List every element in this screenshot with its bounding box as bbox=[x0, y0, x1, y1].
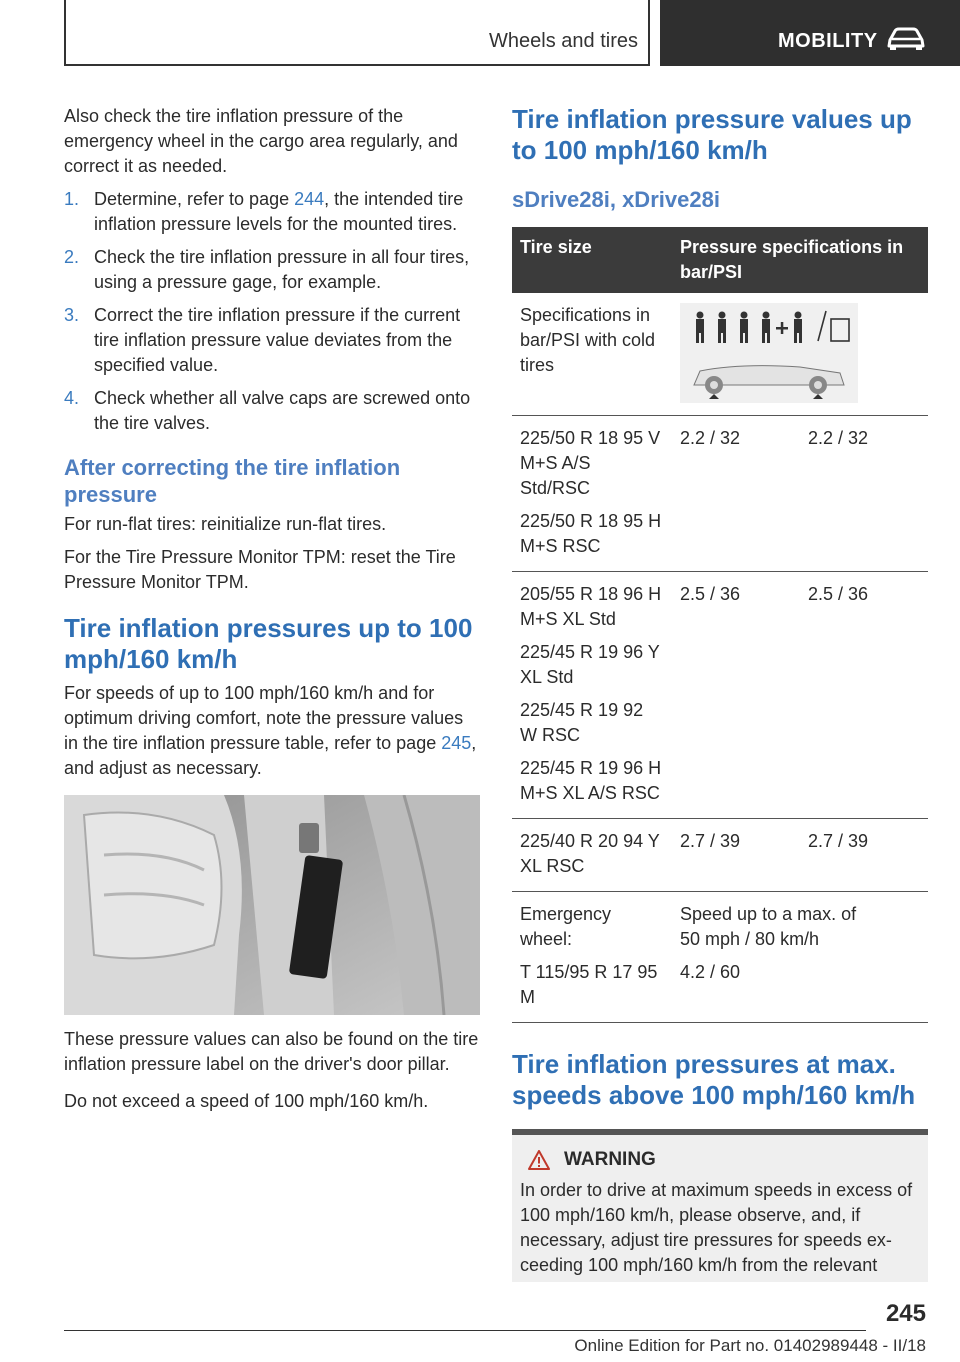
pressure-cell: 2.7 / 39 bbox=[800, 819, 928, 892]
emergency-pressure: 4.2 / 60 bbox=[680, 962, 741, 982]
pressure-cell: 2.2 / 32 bbox=[800, 416, 928, 572]
tire-size: T 115/95 R 17 95 M bbox=[520, 962, 658, 1007]
pressure-cell: 2.5 / 36 bbox=[672, 572, 800, 819]
warning-box bbox=[512, 1129, 928, 1282]
door-pillar-photo bbox=[64, 795, 480, 1015]
pressure-table bbox=[512, 227, 928, 1023]
run-flat-note: For run-flat tires: reinitialize run-flat tires. bbox=[64, 514, 387, 534]
page-link[interactable]: 245 bbox=[441, 733, 472, 753]
table-heading: Tire inflation pressure values up to 100 mph/160 km/h bbox=[512, 104, 912, 165]
tire-size-cell bbox=[512, 416, 672, 572]
tire-size-cell bbox=[512, 819, 672, 892]
pressure-cell: 2.5 / 36 bbox=[800, 572, 928, 819]
list-item bbox=[64, 187, 480, 237]
step-number: 4. bbox=[64, 388, 80, 408]
car-icon bbox=[886, 26, 926, 52]
table-row bbox=[512, 416, 928, 572]
pressure-cell: 2.7 / 39 bbox=[672, 819, 800, 892]
tire-size: 225/50 R 18 95 H M+S RSC bbox=[520, 511, 662, 556]
model-heading: sDrive28i, xDrive28i bbox=[512, 187, 720, 212]
emergency-pressure-cell bbox=[672, 892, 928, 1023]
step-text: Check the tire inflation pressure in all four tires, using a pressure gage, for example. bbox=[94, 247, 470, 292]
load-diagram bbox=[680, 303, 858, 403]
section-heading: Tire inflation pressures up to 100 mph/160 km/h bbox=[64, 613, 473, 674]
list-item bbox=[64, 245, 480, 295]
tire-size-cell bbox=[512, 572, 672, 819]
footer-rule bbox=[64, 1330, 866, 1331]
table-header-row bbox=[512, 227, 928, 293]
tpm-note: For the Tire Pressure Monitor TPM: reset the Tire Pressure Monitor TPM. bbox=[64, 547, 456, 592]
label-note: These pressure values can also be found on the tire inflation pressure label on the driver's door pillar. bbox=[64, 1029, 479, 1074]
table-row bbox=[512, 572, 928, 819]
person-icon bbox=[696, 312, 802, 344]
tire-size: 205/55 R 18 96 H M+S XL Std bbox=[520, 584, 662, 629]
speed-limit-note: Do not exceed a speed of 100 mph/160 km/h. bbox=[64, 1091, 429, 1111]
after-correcting-heading: After correcting the tire inflation pressure bbox=[64, 455, 401, 507]
speeds-paragraph bbox=[64, 681, 480, 781]
warning-header bbox=[528, 1147, 920, 1172]
warning-icon bbox=[528, 1150, 550, 1170]
step-number: 2. bbox=[64, 247, 80, 267]
list-item bbox=[64, 303, 480, 378]
speeds-text: , and adjust as necessary. bbox=[64, 733, 477, 778]
step-number: 1. bbox=[64, 189, 80, 209]
tire-size: 225/45 R 19 96 H M+S XL A/S RSC bbox=[520, 758, 662, 803]
step-text: Check whether all valve caps are screwed onto the tire valves. bbox=[94, 388, 471, 433]
tire-size: 225/45 R 19 96 Y XL Std bbox=[520, 642, 660, 687]
chapter-tab[interactable] bbox=[660, 0, 960, 66]
step-number: 3. bbox=[64, 305, 80, 325]
warning-title: WARNING bbox=[564, 1149, 656, 1170]
max-speed-heading: Tire inflation pressures at max. speeds above 100 mph/160 km/h bbox=[512, 1049, 916, 1110]
list-item bbox=[64, 386, 480, 436]
step-text: Correct the tire inflation pressure if the current tire inflation pressure value deviates from the specified value. bbox=[94, 305, 461, 375]
car-side-icon bbox=[694, 366, 844, 399]
emergency-label: Emergency wheel: bbox=[520, 904, 612, 949]
tire-size: 225/40 R 20 94 Y XL RSC bbox=[520, 831, 660, 876]
chapter-title: MOBILITY bbox=[778, 30, 878, 52]
table-row bbox=[512, 293, 928, 416]
col-header-size: Tire size bbox=[512, 227, 672, 293]
left-column bbox=[64, 104, 480, 1122]
col-header-pressure: Pressure specifications in bar/PSI bbox=[672, 227, 928, 293]
emergency-wheel-cell bbox=[512, 892, 672, 1023]
speeds-text: For speeds of up to 100 mph/160 km/h and for optimum driving comfort, note the pressure values in the tire inflation pressure table, refer to page bbox=[64, 683, 464, 753]
edition-note: Online Edition for Part no. 01402989448 - II/18 bbox=[574, 1336, 926, 1355]
page-number: 245 bbox=[885, 1300, 926, 1327]
load-diagram-cell bbox=[672, 293, 928, 416]
step-text: Determine, refer to page bbox=[94, 189, 295, 209]
tire-size: 225/50 R 18 95 V M+S A/S Std/RSC bbox=[520, 428, 661, 498]
table-row bbox=[512, 819, 928, 892]
page-link[interactable]: 244 bbox=[294, 189, 325, 209]
table-row bbox=[512, 892, 928, 1023]
warning-text: In order to drive at maximum speeds in excess of 100 mph/160 km/h, please observe, and, if necessary, adjust tire pressures for speeds exceeding 100 mph/160 km/h from the relevant bbox=[520, 1180, 913, 1275]
luggage-icon bbox=[831, 319, 849, 341]
right-column bbox=[512, 104, 928, 1282]
emergency-speed: Speed up to a max. of 50 mph / 80 km/h bbox=[680, 904, 857, 949]
intro-paragraph: Also check the tire inflation pressure of the emergency wheel in the cargo area regularly, and correct it as needed. bbox=[64, 106, 458, 176]
steps-list bbox=[64, 187, 480, 436]
tire-size: 225/45 R 19 92 W RSC bbox=[520, 700, 644, 745]
section-title: Wheels and tires bbox=[489, 30, 638, 52]
spec-label: Specifications in bar/PSI with cold tires bbox=[512, 293, 672, 416]
pressure-cell: 2.2 / 32 bbox=[672, 416, 800, 572]
step-text: , the intended tire inflation pressure levels for the mounted tires. bbox=[94, 189, 464, 234]
